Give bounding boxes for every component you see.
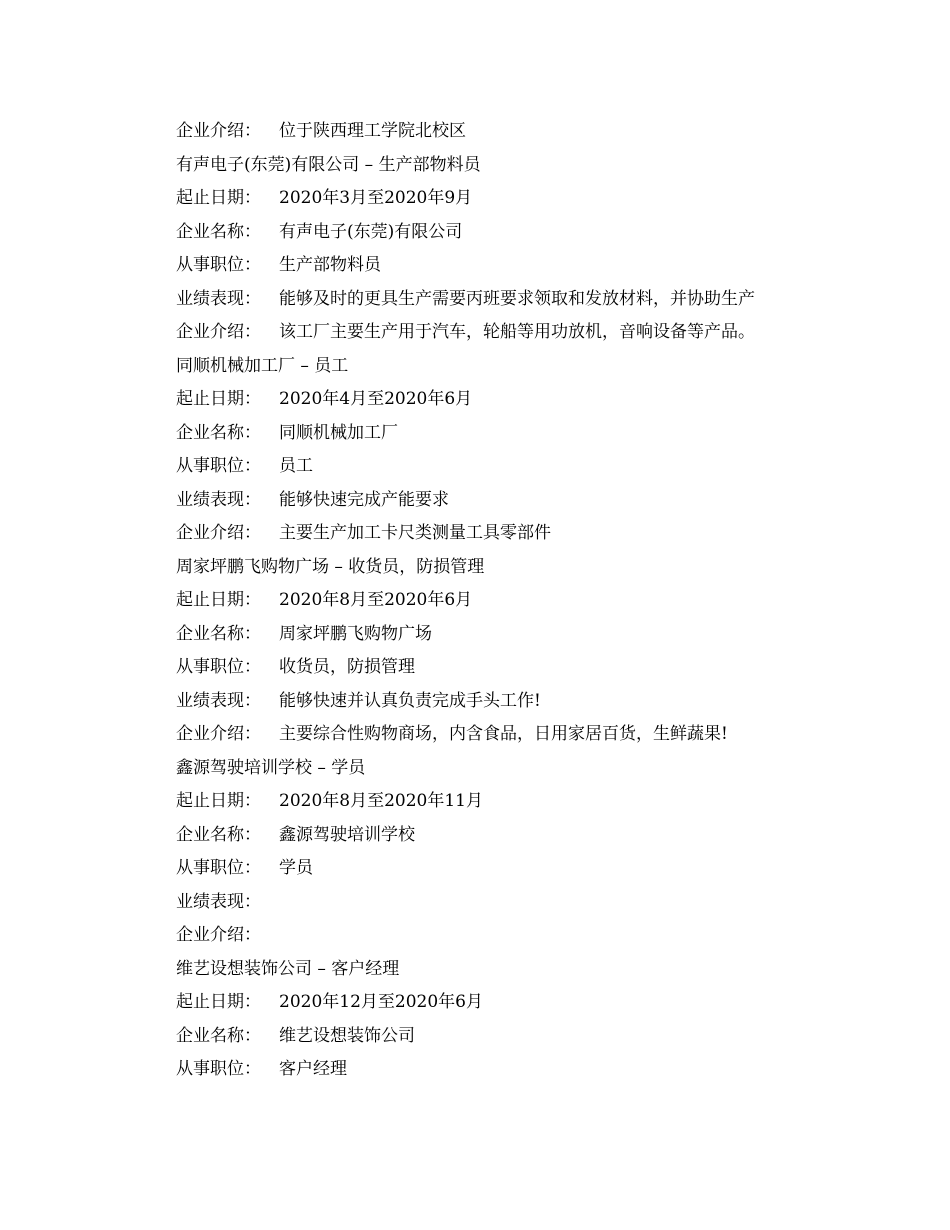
field-value: 2020年8月至2020年11月 xyxy=(279,791,483,811)
field-value: 有声电子(东莞)有限公司 xyxy=(279,221,463,242)
field-row xyxy=(176,283,876,317)
field-value: 2020年8月至2020年6月 xyxy=(279,590,473,610)
field-label: 从事职位： xyxy=(176,858,261,878)
field-value: 收货员，防损管理 xyxy=(279,657,415,677)
field-row xyxy=(176,182,876,216)
field-label: 业绩表现： xyxy=(176,288,261,309)
field-label: 企业名称： xyxy=(176,1025,261,1046)
field-value: 位于陕西理工学院北校区 xyxy=(279,121,466,141)
field-label: 企业名称： xyxy=(176,221,261,242)
field-value: 2020年4月至2020年6月 xyxy=(279,389,473,409)
field-label: 从事职位： xyxy=(176,255,261,275)
field-value: 员工 xyxy=(279,456,313,476)
field-label: 从事职位： xyxy=(176,456,261,476)
job-heading: 有声电子(东莞)有限公司 – 生产部物料员 xyxy=(176,154,481,175)
field-row xyxy=(176,852,876,886)
field-row xyxy=(176,1053,876,1087)
field-row xyxy=(176,618,876,652)
field-label: 起止日期： xyxy=(176,992,261,1012)
field-row xyxy=(176,316,876,350)
field-row xyxy=(176,718,876,752)
field-label: 业绩表现： xyxy=(176,489,261,510)
field-label: 企业名称： xyxy=(176,623,261,644)
field-label: 业绩表现： xyxy=(176,891,261,912)
field-value: 客户经理 xyxy=(279,1059,347,1079)
field-value: 主要综合性购物商场，内含食品，日用家居百货，生鲜蔬果! xyxy=(279,724,728,744)
field-row xyxy=(176,785,876,819)
job-heading: 同顺机械加工厂 – 员工 xyxy=(176,355,349,376)
job-heading: 维艺设想装饰公司 – 客户经理 xyxy=(176,958,400,979)
field-label: 起止日期： xyxy=(176,389,261,409)
field-label: 起止日期： xyxy=(176,791,261,811)
field-value: 学员 xyxy=(279,858,313,878)
field-label: 从事职位： xyxy=(176,1059,261,1079)
field-value: 能够快速并认真负责完成手头工作! xyxy=(279,690,541,711)
field-label: 企业介绍： xyxy=(176,724,261,744)
field-row xyxy=(176,986,876,1020)
field-label: 起止日期： xyxy=(176,590,261,610)
field-value: 鑫源驾驶培训学校 xyxy=(279,824,415,845)
field-row xyxy=(176,651,876,685)
field-row xyxy=(176,484,876,518)
field-row xyxy=(176,450,876,484)
job-heading: 鑫源驾驶培训学校 – 学员 xyxy=(176,757,366,778)
job-heading: 周家坪鹏飞购物广场 – 收货员，防损管理 xyxy=(176,556,485,577)
field-label: 企业介绍： xyxy=(176,523,261,543)
field-row xyxy=(176,417,876,451)
field-label: 企业介绍： xyxy=(176,925,261,945)
field-row xyxy=(176,216,876,250)
field-value: 生产部物料员 xyxy=(279,255,381,275)
field-label: 企业介绍： xyxy=(176,121,261,141)
field-value: 2020年12月至2020年6月 xyxy=(279,992,483,1012)
field-row xyxy=(176,517,876,551)
field-value: 主要生产加工卡尺类测量工具零部件 xyxy=(279,523,551,543)
field-row xyxy=(176,115,876,149)
work-experience-list xyxy=(176,115,876,1087)
field-row xyxy=(176,685,876,719)
field-row xyxy=(176,584,876,618)
field-value: 维艺设想装饰公司 xyxy=(279,1025,415,1046)
field-label: 企业介绍： xyxy=(176,322,261,342)
field-row xyxy=(176,819,876,853)
field-row xyxy=(176,1020,876,1054)
field-label: 企业名称： xyxy=(176,422,261,443)
field-label: 企业名称： xyxy=(176,824,261,845)
field-label: 业绩表现： xyxy=(176,690,261,711)
field-value: 同顺机械加工厂 xyxy=(279,422,398,443)
field-value: 2020年3月至2020年9月 xyxy=(279,188,473,208)
field-value: 该工厂主要生产用于汽车，轮船等用功放机，音响设备等产品。 xyxy=(279,322,755,342)
field-label: 从事职位： xyxy=(176,657,261,677)
field-row xyxy=(176,886,876,920)
field-label: 起止日期： xyxy=(176,188,261,208)
field-value: 能够及时的更具生产需要丙班要求领取和发放材料，并协助生产 xyxy=(279,288,755,309)
field-row xyxy=(176,383,876,417)
field-value: 能够快速完成产能要求 xyxy=(279,489,449,510)
field-row xyxy=(176,919,876,953)
field-row xyxy=(176,249,876,283)
field-value: 周家坪鹏飞购物广场 xyxy=(279,623,432,644)
